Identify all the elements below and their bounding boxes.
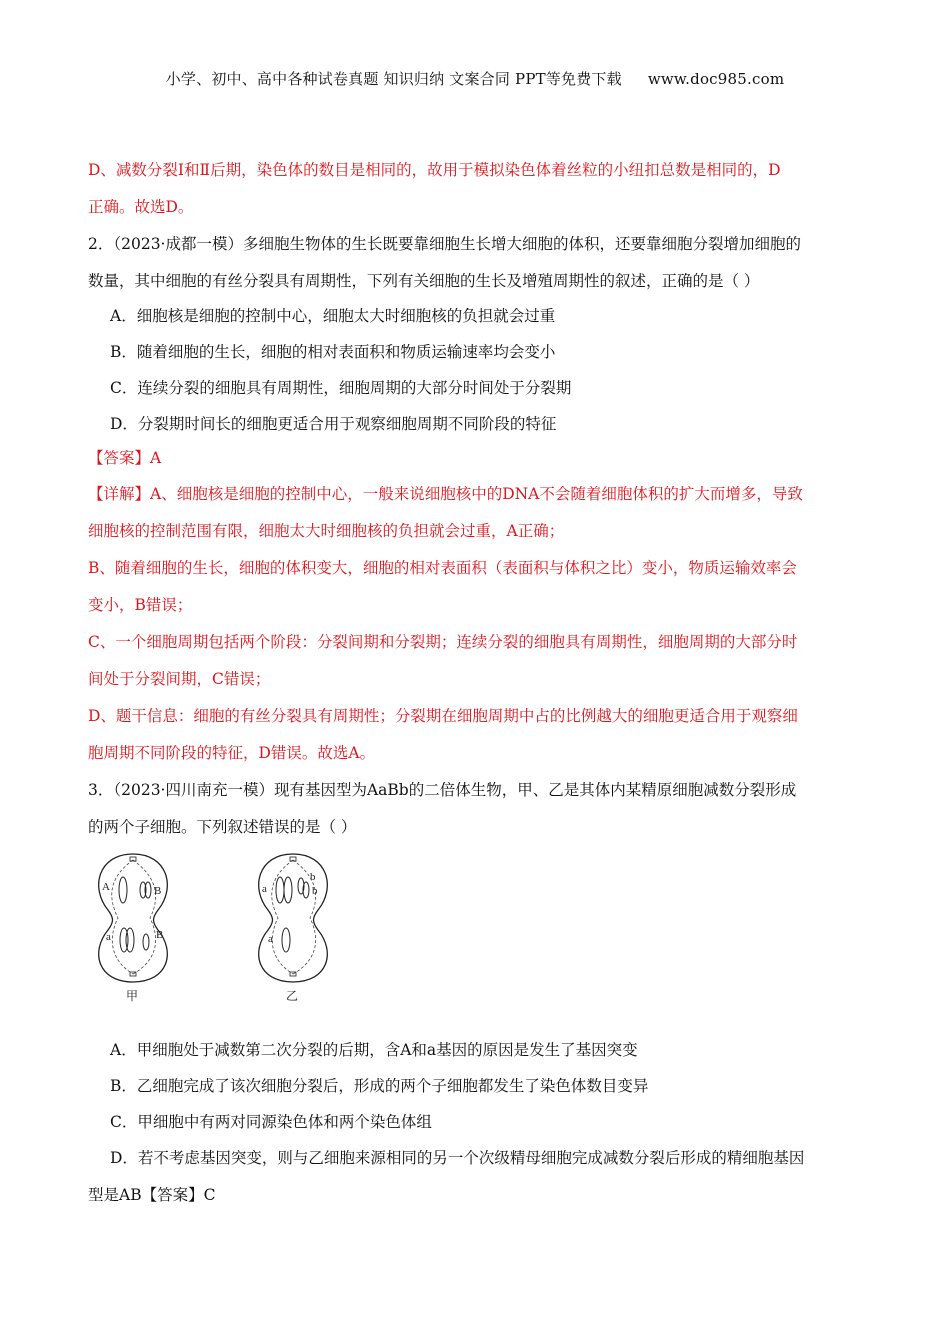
- yi-gene-label: a: [268, 933, 273, 945]
- q3-option-d-tail: 型是AB【答案】C: [88, 1186, 216, 1204]
- q2-detail-line-7: D、题干信息：细胞的有丝分裂具有周期性；分裂期在细胞周期中占的比例越大的细胞更适合用于观察细: [88, 707, 798, 725]
- q2-option-b: B．随着细胞的生长，细胞的相对表面积和物质运输速率均会变小: [110, 343, 556, 361]
- q3-option-d: D．若不考虑基因突变，则与乙细胞来源相同的另一个次级精母细胞完成减数分裂后形成的精细胞基因: [110, 1149, 805, 1167]
- header-text: 小学、初中、高中各种试卷真题 知识归纳 文案合同 PPT等免费下载: [165, 70, 622, 88]
- q2-detail-line-3: B、随着细胞的生长，细胞的体积变大，细胞的相对表面积（表面积与体积之比）变小，物质运输效率会: [88, 559, 797, 577]
- q3-stem-line-2: 的两个子细胞。下列叙述错误的是（ ）: [88, 818, 357, 836]
- jia-gene-label: A: [102, 881, 110, 893]
- jia-gene-label: B: [156, 929, 164, 941]
- page-header: [0, 68, 950, 89]
- q2-option-d: D．分裂期时间长的细胞更适合用于观察细胞周期不同阶段的特征: [110, 415, 557, 433]
- q2-detail-line-5: C、一个细胞周期包括两个阶段：分裂间期和分裂期；连续分裂的细胞具有周期性，细胞周期的大部分时: [88, 633, 798, 651]
- cell-yi: [259, 854, 328, 1003]
- yi-gene-label: b: [310, 871, 316, 883]
- header-url: www.doc985.com: [647, 70, 785, 88]
- q2-stem-line-2: 数量，其中细胞的有丝分裂具有周期性，下列有关细胞的生长及增殖周期性的叙述，正确的是（ ）: [88, 272, 760, 290]
- prev-detail-line-2: 正确。故选D。: [88, 198, 194, 216]
- q3-option-b: B．乙细胞完成了该次细胞分裂后，形成的两个子细胞都发生了染色体数目变异: [110, 1077, 649, 1095]
- q2-detail-line-1: 【详解】A、细胞核是细胞的控制中心，一般来说细胞核中的DNA不会随着细胞体积的扩大而增多，导致: [88, 485, 803, 503]
- q2-detail-line-2: 细胞核的控制范围有限，细胞太大时细胞核的负担就会过重，A正确；: [88, 522, 565, 540]
- q2-answer: 【答案】A: [88, 449, 162, 467]
- q2-detail-line-4: 变小，B错误；: [88, 596, 193, 614]
- jia-caption: 甲: [126, 989, 139, 1003]
- q2-option-c: C．连续分裂的细胞具有周期性，细胞周期的大部分时间处于分裂期: [110, 379, 572, 397]
- yi-gene-label: b: [312, 885, 318, 897]
- cell-division-figure: [88, 848, 358, 1008]
- q3-option-c: C．甲细胞中有两对同源染色体和两个染色体组: [110, 1113, 432, 1131]
- prev-detail-line-1: D、减数分裂Ⅰ和Ⅱ后期，染色体的数目是相同的，故用于模拟染色体着丝粒的小纽扣总数是相同的，D: [88, 161, 781, 179]
- q2-detail-line-8: 胞周期不同阶段的特征，D错误。故选A。: [88, 744, 376, 762]
- cell-jia: [99, 854, 168, 1003]
- yi-gene-label: a: [262, 883, 267, 895]
- jia-gene-label: B: [154, 885, 162, 897]
- q2-detail-line-6: 间处于分裂间期，C错误；: [88, 670, 271, 688]
- q2-option-a: A．细胞核是细胞的控制中心，细胞太大时细胞核的负担就会过重: [110, 307, 556, 325]
- q3-option-a: A．甲细胞处于减数第二次分裂的后期，含A和a基因的原因是发生了基因突变: [110, 1041, 638, 1059]
- yi-caption: 乙: [286, 989, 299, 1003]
- q2-stem-line-1: 2．（2023·成都一模）多细胞生物体的生长既要靠细胞生长增大细胞的体积，还要靠细胞分裂增加细胞的: [88, 235, 801, 253]
- q3-stem-line-1: 3．（2023·四川南充一模）现有基因型为AaBb的二倍体生物，甲、乙是其体内某精原细胞减数分裂形成: [88, 781, 797, 799]
- jia-gene-label: a: [106, 931, 111, 943]
